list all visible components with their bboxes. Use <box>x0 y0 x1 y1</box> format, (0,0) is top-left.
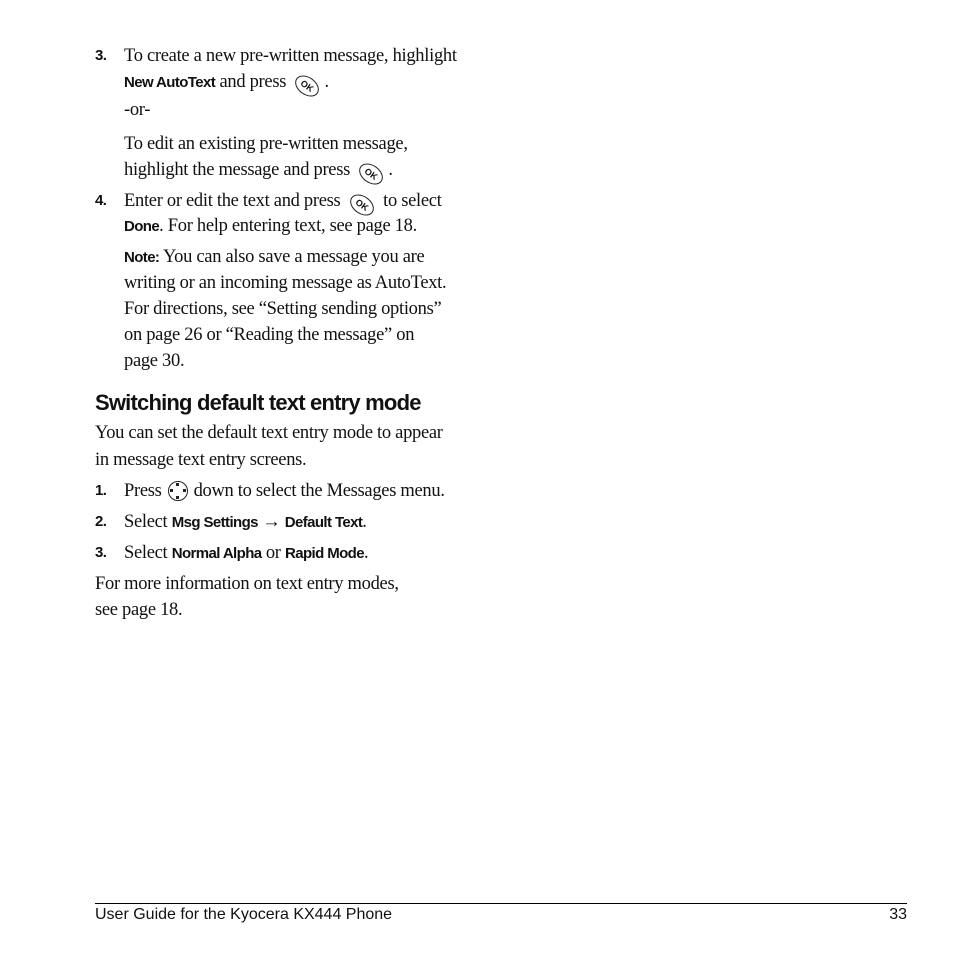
intro-line-2: in message text entry screens. <box>95 450 307 470</box>
step-3b-line-2 <box>124 159 393 181</box>
step-text: . For help entering text, see page 18. <box>159 216 417 236</box>
page-number: 33 <box>889 906 907 923</box>
note-line-3: For directions, see “Setting sending options” <box>124 299 442 319</box>
note-text: You can also save a message you are <box>159 247 425 267</box>
ok-key-icon: OK <box>292 71 324 101</box>
note-line-4: on page 26 or “Reading the message” on <box>124 325 415 345</box>
step-text: Select <box>124 543 172 563</box>
step-3b-line-1: To edit an existing pre-written message, <box>124 134 408 154</box>
footer-title: User Guide for the Kyocera KX444 Phone <box>95 906 393 923</box>
step-4-line-2 <box>124 215 417 237</box>
step-number: 1. <box>95 482 107 499</box>
step-text: Select <box>124 512 172 532</box>
note-label: Note: <box>124 249 160 266</box>
period: . <box>388 160 393 180</box>
option-rapid-mode: Rapid Mode <box>284 545 364 562</box>
step-number: 3. <box>95 47 107 64</box>
option-normal-alpha: Normal Alpha <box>171 545 262 562</box>
or-separator: -or- <box>124 100 151 120</box>
step-3-line-2 <box>124 71 329 93</box>
menu-item-done: Done <box>124 218 160 235</box>
step-text: and press <box>215 72 287 92</box>
period: . <box>324 72 329 92</box>
section-heading: Switching default text entry mode <box>95 390 421 415</box>
step-number: 2. <box>95 513 107 530</box>
page-footer <box>95 903 907 924</box>
step-text: or <box>261 543 285 563</box>
step-text: Press <box>124 481 162 501</box>
more-info-line-1: For more information on text entry modes, <box>95 574 399 594</box>
ok-key-icon: OK <box>356 159 388 189</box>
step-text: down to select the Messages menu. <box>193 481 445 501</box>
intro-line-1: You can set the default text entry mode to appear <box>95 423 443 443</box>
step-text: to select <box>383 191 442 211</box>
menu-item-new-autotext: New AutoText <box>124 74 216 91</box>
more-info-line-2: see page 18. <box>95 600 183 620</box>
period: . <box>363 543 369 563</box>
note-line-5: page 30. <box>124 351 185 371</box>
arrow-icon: → <box>257 512 285 532</box>
step-text: To create a new pre-written message, highlight <box>124 46 457 66</box>
period: . <box>362 512 367 532</box>
note-line-1 <box>124 246 424 268</box>
note-line-2: writing or an incoming message as AutoText. <box>124 273 447 293</box>
menu-item-default-text: Default Text <box>284 514 363 531</box>
navigation-key-icon <box>168 481 188 501</box>
step-number: 3. <box>95 544 107 561</box>
step-number: 4. <box>95 192 107 209</box>
step-text: Enter or edit the text and press <box>124 191 341 211</box>
step-text: highlight the message and press <box>124 160 351 180</box>
ok-key-icon: OK <box>346 190 378 220</box>
menu-item-msg-settings: Msg Settings <box>171 514 258 531</box>
